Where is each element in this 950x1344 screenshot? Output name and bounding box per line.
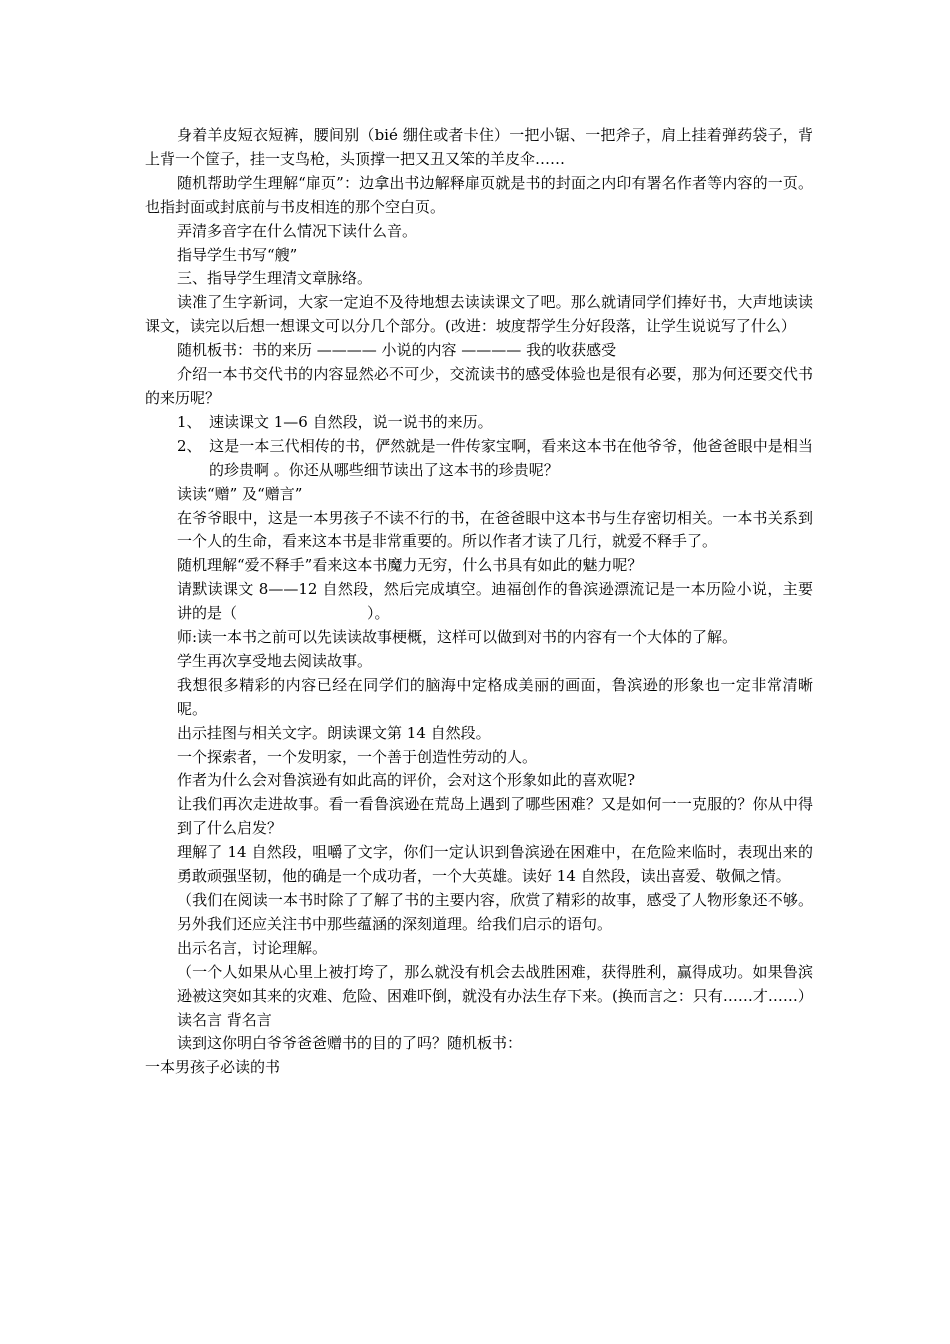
paragraph-reread: 学生再次享受地去阅读故事。 (177, 651, 373, 670)
paragraph-reflection: （我们在阅读一本书时除了了解了书的主要内容，欣赏了精彩的故事，感受了人物形象还不够。另外我们还应关注书中那些蕴涵的深刻道理。给我们启示的语句。 (177, 891, 813, 933)
document-body (145, 124, 813, 1080)
list-text: 这是一本三代相传的书，俨然就是一件传家宝啊，看来这本书在他爷爷，他爸爸眼中是相当的珍贵啊 。你还从哪些细节读出了这本书的珍贵呢？ (209, 436, 813, 479)
list-item (145, 435, 813, 483)
paragraph-book-origin: 介绍一本书交代书的内容显然必不可少，交流读书的感受体验也是很有必要，那为何还要交代书的来历呢？ (145, 365, 813, 407)
paragraph-description: 身着羊皮短衣短裤，腰间别（bié 绷住或者卡住）一把小锯、一把斧子，肩上挂着弹药袋子，背上背一个筐子，挂一支鸟枪，头顶撑一把又丑又笨的羊皮伞…… (145, 126, 813, 168)
fill-blank-after: ）。 (367, 604, 390, 623)
paragraph-polyphone: 弄清多音字在什么情况下读什么音。 (177, 221, 418, 240)
list-number: 2、 (177, 436, 202, 455)
fill-blank-before: 请默读课文 8——12 自然段，然后完成填空。迪福创作的鲁滨逊漂流记是一本历险小说，主要讲的是（ (177, 580, 813, 623)
paragraph-grandfather-view: 在爷爷眼中，这是一本男孩子不读不行的书，在爸爸眼中这本书与生存密切相关。一本书关系到一个人的生命，看来这本书是非常重要的。所以作者才读了几行，就爱不释手了。 (177, 508, 813, 551)
paragraph-show-picture: 出示挂图与相关文字。朗读课文第 14 自然段。 (177, 723, 491, 742)
paragraph-purpose: 读到这你明白爷爷爸爸赠书的目的了吗？随机板书： (177, 1034, 523, 1053)
paragraph-image: 我想很多精彩的内容已经在同学们的脑海中定格成美丽的画面，鲁滨逊的形象也一定非常清晰呢。 (177, 675, 813, 718)
list-item (145, 411, 813, 435)
paragraph-flyleaf: 随机帮助学生理解“扉页”：边拿出书边解释扉页就是书的封面之内印有署名作者等内容的一页。也指封面或封底前与书皮相连的那个空白页。 (145, 173, 813, 216)
board-notes-final: 一本男孩子必读的书 (145, 1058, 281, 1077)
paragraph-write-character: 指导学生书写“艘” (177, 245, 298, 264)
paragraph-famous-quote: 出示名言，讨论理解。 (177, 938, 328, 957)
paragraph-understand-14: 理解了 14 自然段，咀嚼了文字，你们一定认识到鲁滨逊在困难中，在危险来临时，表现出来的勇敢顽强坚韧，他的确是一个成功者，一个大英雄。读好 14 自然段，读出喜爱、敬佩之情。 (177, 843, 813, 886)
paragraph-defeated: （一个人如果从心里上被打垮了，那么就没有机会去战胜困难，获得胜利，赢得成功。如果鲁滨逊被这突如其来的灾难、危险、困难吓倒，就没有办法生存下来。(换而言之：只有……才……） (177, 962, 813, 1005)
paragraph-why-evaluate: 作者为什么会对鲁滨逊有如此高的评价，会对这个形象如此的喜欢呢? (177, 771, 636, 790)
paragraph-fill-blank (145, 578, 813, 626)
paragraph-synopsis: 师:读一本书之前可以先读读故事梗概，这样可以做到对书的内容有一个大体的了解。 (177, 628, 738, 647)
paragraph-gift: 读读“赠” 及“赠言” (177, 484, 303, 503)
list-number: 1、 (177, 412, 202, 431)
paragraph-quote: 一个探索者，一个发明家，一个善于创造性劳动的人。 (177, 747, 538, 766)
paragraph-read-text: 读准了生字新词，大家一定迫不及待地想去读读课文了吧。那么就请同学们捧好书，大声地读读课文，读完以后想一想课文可以分几个部分。(改进：坡度帮学生分好段落，让学生说说写了什么） (145, 293, 813, 336)
paragraph-board-notes: 随机板书：书的来历 ———— 小说的内容 ———— 我的收获感受 (177, 341, 617, 360)
list-text: 速读课文 1—6 自然段，说一说书的来历。 (209, 412, 493, 431)
paragraph-recite: 读名言 背名言 (177, 1010, 272, 1029)
paragraph-difficulties: 让我们再次走进故事。看一看鲁滨逊在荒岛上遇到了哪些困难？又是如何一一克服的？你从中得到了什么启发？ (177, 795, 813, 838)
section-heading: 三、指导学生理清文章脉络。 (177, 269, 373, 288)
paragraph-cannot-put-down: 随机理解“爱不释手”看来这本书魔力无穷，什么书具有如此的魅力呢？ (177, 556, 643, 575)
